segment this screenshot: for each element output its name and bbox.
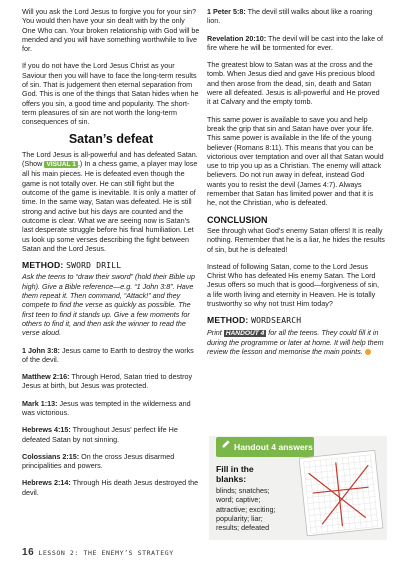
text: The Lord Jesus is all-powerful and has defeated Satan. (Show xyxy=(22,149,198,169)
section-title: Satan’s defeat xyxy=(68,131,154,146)
verse-text: On the cross Jesus disarmed principalities and powers. xyxy=(22,451,175,471)
paragraph: The greatest blow to Satan was at the cross and the tomb. When Jesus died and gave His precious blood and then arose from the dead, sin, death and Satan were all defeated. Jesus is all-powerful and He proved it at Calvary and the empty tomb. xyxy=(207,60,380,107)
verse-item xyxy=(22,452,200,471)
verse-ref: 1 Peter 5:8: xyxy=(207,7,246,16)
conclusion-heading: CONCLUSION xyxy=(207,214,268,225)
method-heading xyxy=(207,316,385,325)
method-heading xyxy=(22,261,200,270)
wordsearch-thumbnail xyxy=(299,450,385,536)
verse-item xyxy=(22,478,200,497)
verse-item xyxy=(22,399,200,418)
visual-badge: VISUAL 1 xyxy=(46,161,76,169)
paragraph: Will you ask the Lord Jesus to forgive you for your sin? You would then have your sin dealt with by the only One Who can. Your broken relationship with God will be mended and you will have something worthwhile to live for. xyxy=(22,7,200,54)
text: .) In a chess game, a player may lose all his main pieces. He is defeated even though the game is not totally over. He can still fight but the outcome of the game is inevitable. It is only a matter of time. In the same way, Satan was defeated. He is still strong and active but his days are counted and the outcome is clear. What we are seeing now is Satan’s last desperate struggle before his final humiliation. Let us look up some verses describing the fight between Satan and the Lord Jesus. xyxy=(22,159,198,253)
paragraph xyxy=(22,150,200,253)
paragraph: If you do not have the Lord Jesus Christ as your Saviour then you will have to face the long-term results of sin. That is judgement then eternal separation from God. This is one of the things that Satan hides when he offers you sin, a good time and popularity. The short-term pleasures of sin are not worth the long-term consequences of sin. xyxy=(22,61,199,127)
handout-answers-box xyxy=(209,436,387,540)
handout-title: Handout 4 answers xyxy=(234,442,313,452)
verse-text: The devil still walks about like a roaring lion. xyxy=(207,7,373,26)
verse-text: Through Herod, Satan tried to destroy Jesus at birth, but Jesus was protected. xyxy=(22,372,193,391)
handout-badge: HANDOUT 4 xyxy=(225,329,265,337)
verse-item xyxy=(22,346,200,365)
text: for all the teens. They could fill it in during the programme or later at home. It will help them review the lesson and memorise the main points. xyxy=(207,327,384,357)
verse-item xyxy=(22,425,200,444)
paragraph: Instead of following Satan, come to the Lord Jesus Christ Who has defeated His enemy Satan. The Lord Jesus offers so much that is good—forgiveness of sin, a life worth living and eternity in Heaven. He is totally trustworthy so why not trust Him today? xyxy=(207,261,380,309)
paragraph: This same power is available to save you and help break the grip that sin and Satan have over your life. This same power is available in the life of the young believer (Romans 8:11). This means that you can be victorious over temptation and over all that Satan would use to trip you up as a Christian. The enemy will attack believers. Do not run away in defeat, instead God wants you to resist the devil (James 4:7). Always remember that Satan has limited power and that it is he, not the Christian, who is defeated. xyxy=(207,114,384,208)
verse xyxy=(207,34,385,53)
verse-ref: 1 John 3:8: xyxy=(22,345,60,355)
verse-ref: Colossians 2:15: xyxy=(22,451,80,461)
verse-text: Through His death Jesus destroyed the devil. xyxy=(22,478,199,497)
right-column xyxy=(207,7,385,365)
verse-item xyxy=(22,372,200,391)
pencil-icon xyxy=(216,437,234,457)
method-label: METHOD: xyxy=(22,260,64,271)
method-instructions: Ask the teens to “draw their sword” (hold their Bible up high). Give a Bible reference—e.g. “1 John 3:8”. Have them repeat it. Then command, “Attack!” and they compete to find the verse as quickly as possible. The first teen to find it stands up. Give a few moments for others to find it, and then ask the winner to read the verse aloud. xyxy=(22,272,195,338)
verse-text: The devil will be cast into the lake of fire where he will be tormented for ever. xyxy=(207,33,384,52)
verse-ref: Revelation 20:10: xyxy=(207,33,267,43)
bullet-dot-icon xyxy=(365,349,371,355)
text: Print xyxy=(207,327,224,337)
page-footer xyxy=(22,547,174,558)
left-column xyxy=(22,7,200,505)
footer-text: LESSON 2: THE ENEMY’S STRATEGY xyxy=(38,549,174,557)
verse-text: Jesus came to Earth to destroy the works of the devil. xyxy=(22,345,194,364)
verse-ref: Mark 1:13: xyxy=(22,398,58,408)
verse-ref: Matthew 2:16: xyxy=(22,372,70,382)
method-name: WORDSEARCH xyxy=(251,316,302,326)
verse-ref: Hebrews 4:15: xyxy=(22,425,71,435)
verse xyxy=(207,7,385,26)
fill-in-answers xyxy=(216,464,286,532)
fill-title: Fill in the blanks: xyxy=(216,464,254,484)
method-name: SWORD DRILL xyxy=(66,261,122,271)
verse-ref: Hebrews 2:14: xyxy=(22,478,71,488)
method-instructions xyxy=(207,328,385,357)
verse-text: Jesus was tempted in the wilderness and was victorious. xyxy=(22,398,191,417)
verse-list xyxy=(22,346,200,498)
method-label: METHOD: xyxy=(207,315,249,326)
verse-text: Throughout Jesus’ perfect life He defeated Satan by not sinning. xyxy=(22,425,178,444)
answers-text: blinds; snatches; word; captive; attractive; exciting; popularity; liar; results; defeated xyxy=(216,486,276,533)
paragraph: See through what God’s enemy Satan offers! It is really nothing. Remember that he is a liar, he hides the results of sin, but he is defeated! xyxy=(207,225,385,254)
page-number: 16 xyxy=(22,547,35,558)
